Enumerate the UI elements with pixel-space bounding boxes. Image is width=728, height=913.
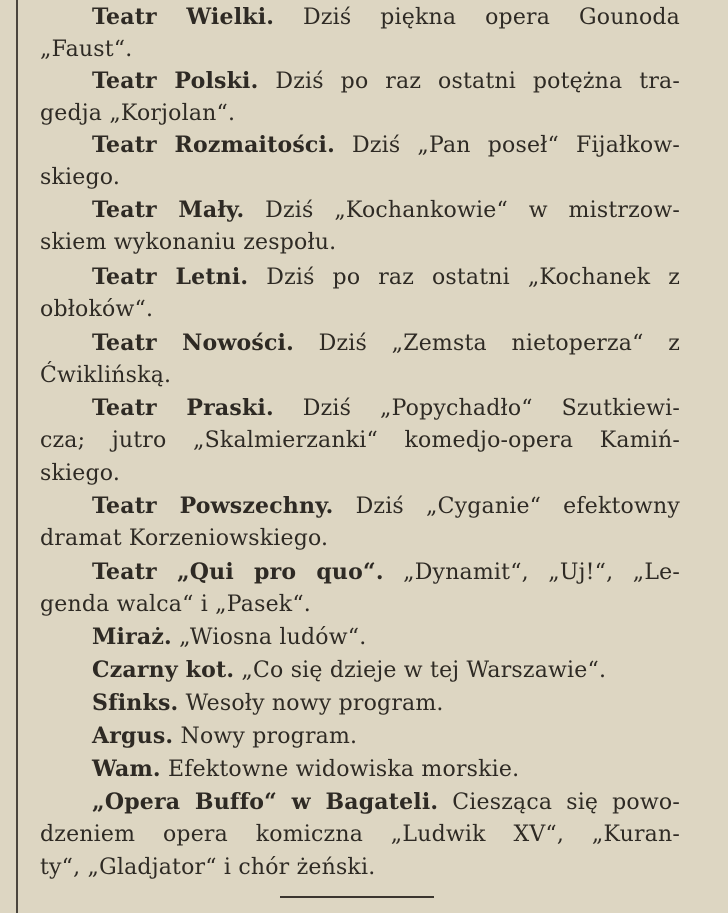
venue-name: „Opera Buffo“ w Bagateli. (92, 789, 439, 815)
listing-text: Ciesząca się powo- (438, 790, 680, 815)
venue-name: Teatr Wielki. (92, 4, 275, 30)
venue-name: Argus. (92, 723, 174, 749)
listing-line (40, 129, 680, 161)
listing-line (40, 818, 680, 850)
listing-text: dramat Korzeniowskiego. (40, 526, 329, 551)
venue-name: Teatr „Qui pro quo“. (92, 559, 384, 585)
section-end-rule (280, 896, 434, 898)
listing-text: „Dynamit“, „Uj!“, „Le- (383, 560, 680, 585)
listing-line (40, 33, 680, 65)
listing-text: Dziś „Cyganie“ efektowny (333, 494, 680, 519)
listing-line (40, 786, 680, 818)
listing-text: Ćwiklińską. (40, 363, 172, 388)
listing-line (40, 588, 680, 620)
venue-name: Sfinks. (92, 690, 179, 716)
listing-text: Efektowne widowiska morskie. (160, 757, 520, 782)
listing-line (40, 65, 680, 97)
listing-line (40, 753, 680, 785)
venue-name: Teatr Powszechny. (92, 493, 334, 519)
listing-line (40, 851, 680, 883)
listing-line (40, 457, 680, 489)
listing-text: dzeniem opera komiczna „Ludwik XV“, „Kuran- (40, 822, 680, 847)
listing-text: Nowy program. (173, 724, 358, 749)
venue-name: Wam. (92, 756, 161, 782)
column-divider-left (16, 0, 18, 913)
listing-text: Dziś po raz ostatni potężna tra- (258, 69, 680, 94)
listing-text: gedja „Korjolan“. (40, 101, 236, 126)
listing-text: Dziś po raz ostatni „Kochanek z (248, 265, 680, 290)
listing-line (40, 359, 680, 391)
listing-text: „Faust“. (40, 37, 133, 62)
venue-name: Teatr Mały. (92, 197, 245, 223)
listing-line (40, 720, 680, 752)
listing-text: skiego. (40, 461, 121, 486)
listing-text: Dziś „Zemsta nietoperza“ z (293, 331, 680, 356)
listing-text: ty“, „Gladjator“ i chór żeński. (40, 855, 376, 880)
listing-line (40, 327, 680, 359)
venue-name: Teatr Praski. (92, 395, 274, 421)
listing-line (40, 621, 680, 653)
venue-name: Teatr Polski. (92, 68, 259, 94)
listing-line (40, 226, 680, 258)
listing-text: Dziś „Kochankowie“ w mistrzow- (244, 198, 680, 223)
listing-line (40, 392, 680, 424)
listing-text: skiem wykonaniu zespołu. (40, 230, 337, 255)
listing-text: Dziś piękna opera Gounoda (274, 5, 680, 30)
listing-line (40, 97, 680, 129)
listing-text: „Wiosna ludów“. (171, 625, 367, 650)
venue-name: Miraż. (92, 624, 172, 650)
listing-line (40, 654, 680, 686)
listing-text: Dziś „Popychadło“ Szutkiewi- (273, 396, 680, 421)
listing-text: Dziś „Pan poseł“ Fijałkow- (334, 133, 680, 158)
listing-line (40, 161, 680, 193)
venue-name: Teatr Rozmaitości. (92, 132, 335, 158)
listing-text: „Co się dzieje w tej Warszawie“. (234, 658, 607, 683)
listing-text: obłoków“. (40, 297, 154, 322)
listing-text: Wesoły nowy program. (178, 691, 444, 716)
venue-name: Czarny kot. (92, 657, 235, 683)
listing-line (40, 522, 680, 554)
listing-text: cza; jutro „Skalmierzanki“ komedjo-opera Kamiń- (40, 428, 680, 453)
listing-text: genda walca“ i „Pasek“. (40, 592, 311, 617)
listing-text: skiego. (40, 165, 121, 190)
listing-line (40, 261, 680, 293)
listing-line (40, 424, 680, 456)
listing-line (40, 556, 680, 588)
listing-line (40, 1, 680, 33)
listing-line (40, 687, 680, 719)
venue-name: Teatr Nowości. (92, 330, 294, 356)
venue-name: Teatr Letni. (92, 264, 249, 290)
listing-line (40, 194, 680, 226)
listing-line (40, 490, 680, 522)
listing-line (40, 293, 680, 325)
